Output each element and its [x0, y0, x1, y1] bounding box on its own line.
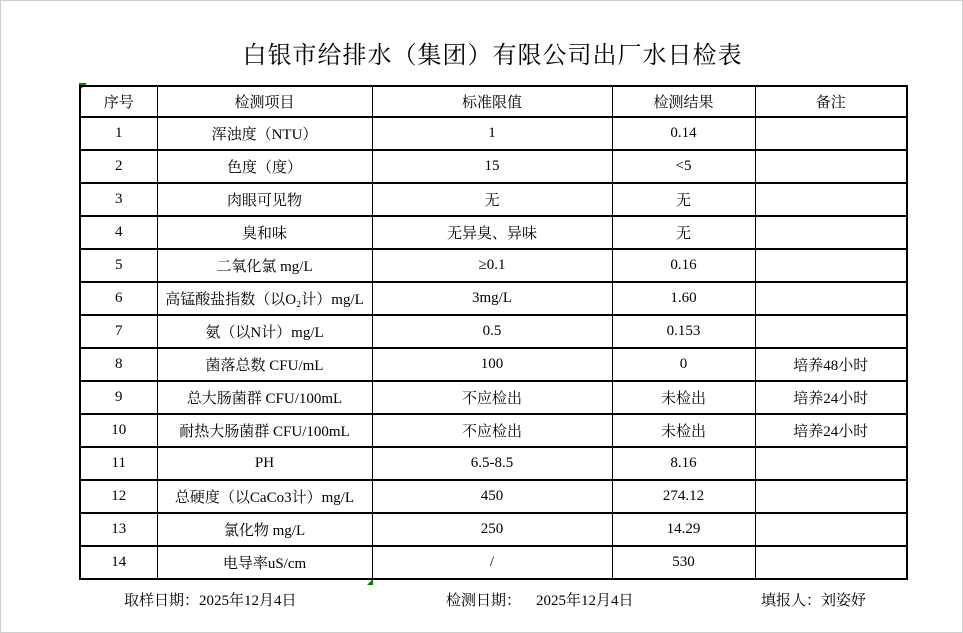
cell-remark	[755, 150, 907, 183]
cell-item: 总硬度（以CaCo3计）mg/L	[157, 480, 372, 513]
cell-result: 未检出	[612, 381, 755, 414]
cell-remark	[755, 546, 907, 579]
cell-no: 4	[80, 216, 157, 249]
cell-limit: 无	[372, 183, 612, 216]
cell-no: 1	[80, 117, 157, 150]
cell-no: 11	[80, 447, 157, 480]
cell-remark	[755, 216, 907, 249]
reporter-label: 填报人：	[761, 593, 822, 609]
cell-result: 未检出	[612, 414, 755, 447]
column-header-limit: 标准限值	[372, 86, 612, 117]
column-header-result: 检测结果	[612, 86, 755, 117]
cell-no: 10	[80, 414, 157, 447]
cell-result: 无	[612, 183, 755, 216]
cell-result: 0.16	[612, 249, 755, 282]
cell-remark: 培养48小时	[755, 348, 907, 381]
page-title: 白银市给排水（集团）有限公司出厂水日检表	[242, 43, 743, 69]
cell-result: 274.12	[612, 480, 755, 513]
cell-limit: 不应检出	[372, 414, 612, 447]
cell-item: PH	[157, 447, 372, 480]
cell-limit: 3mg/L	[372, 282, 612, 315]
table-row	[80, 546, 907, 579]
table-row	[80, 447, 907, 480]
cell-limit: ≥0.1	[372, 249, 612, 282]
test-date-label: 检测日期：	[446, 593, 522, 609]
sampling-date-label: 取样日期：	[124, 593, 200, 609]
reporter-name: 刘姿妤	[821, 593, 867, 609]
cell-no: 13	[80, 513, 157, 546]
table-row	[80, 216, 907, 249]
cell-result: 8.16	[612, 447, 755, 480]
table-row	[80, 348, 907, 381]
table-row	[80, 381, 907, 414]
cell-result: 无	[612, 216, 755, 249]
cell-limit: 0.5	[372, 315, 612, 348]
cell-remark: 培养24小时	[755, 381, 907, 414]
cell-result: 14.29	[612, 513, 755, 546]
cell-item: 臭和味	[157, 216, 372, 249]
cell-item: 浑浊度（NTU）	[157, 117, 372, 150]
cell-remark	[755, 282, 907, 315]
sampling-date	[124, 589, 297, 610]
table-row	[80, 480, 907, 513]
test-date	[446, 589, 634, 610]
cell-limit: 6.5-8.5	[372, 447, 612, 480]
cell-remark	[755, 315, 907, 348]
cell-no: 2	[80, 150, 157, 183]
table-row	[80, 150, 907, 183]
cell-limit: /	[372, 546, 612, 579]
cell-remark: 培养24小时	[755, 414, 907, 447]
cell-remark	[755, 513, 907, 546]
table-row	[80, 315, 907, 348]
cell-result: 530	[612, 546, 755, 579]
cell-limit: 15	[372, 150, 612, 183]
cell-limit: 不应检出	[372, 381, 612, 414]
cell-item: 耐热大肠菌群 CFU/100mL	[157, 414, 372, 447]
reporter	[761, 589, 866, 610]
cell-remark	[755, 447, 907, 480]
cell-no: 14	[80, 546, 157, 579]
column-header-remark: 备注	[755, 86, 907, 117]
cell-no: 3	[80, 183, 157, 216]
cell-item: 总大肠菌群 CFU/100mL	[157, 381, 372, 414]
inspection-table	[79, 85, 908, 580]
table-row	[80, 282, 907, 315]
table-row	[80, 513, 907, 546]
cell-limit: 1	[372, 117, 612, 150]
table-header-row	[80, 86, 907, 117]
cell-item: 菌落总数 CFU/mL	[157, 348, 372, 381]
table-row	[80, 249, 907, 282]
cell-result: 1.60	[612, 282, 755, 315]
table-row	[80, 117, 907, 150]
cell-result: 0	[612, 348, 755, 381]
cell-result: <5	[612, 150, 755, 183]
cell-limit: 250	[372, 513, 612, 546]
cell-item: 二氧化氯 mg/L	[157, 249, 372, 282]
cell-item: 色度（度）	[157, 150, 372, 183]
table-row	[80, 183, 907, 216]
column-header-item: 检测项目	[157, 86, 372, 117]
cell-no: 6	[80, 282, 157, 315]
cell-no: 8	[80, 348, 157, 381]
table-row	[80, 414, 907, 447]
cell-no: 7	[80, 315, 157, 348]
cell-item: 氯化物 mg/L	[157, 513, 372, 546]
cell-remark	[755, 183, 907, 216]
cell-limit: 450	[372, 480, 612, 513]
footer	[1, 589, 963, 613]
cell-result: 0.14	[612, 117, 755, 150]
cell-no: 12	[80, 480, 157, 513]
cell-item: 高锰酸盐指数（以O₂计）mg/L	[157, 282, 372, 315]
column-header-no: 序号	[80, 86, 157, 117]
cell-remark	[755, 480, 907, 513]
cell-item: 电导率uS/cm	[157, 546, 372, 579]
cell-result: 0.153	[612, 315, 755, 348]
test-date-value: 2025年12月4日	[536, 593, 634, 609]
cell-remark	[755, 249, 907, 282]
sampling-date-value: 2025年12月4日	[199, 593, 297, 609]
cell-remark	[755, 117, 907, 150]
cell-no: 5	[80, 249, 157, 282]
cell-no: 9	[80, 381, 157, 414]
cell-limit: 无异臭、异味	[372, 216, 612, 249]
cell-item: 氨（以N计）mg/L	[157, 315, 372, 348]
cell-item: 肉眼可见物	[157, 183, 372, 216]
cell-limit: 100	[372, 348, 612, 381]
